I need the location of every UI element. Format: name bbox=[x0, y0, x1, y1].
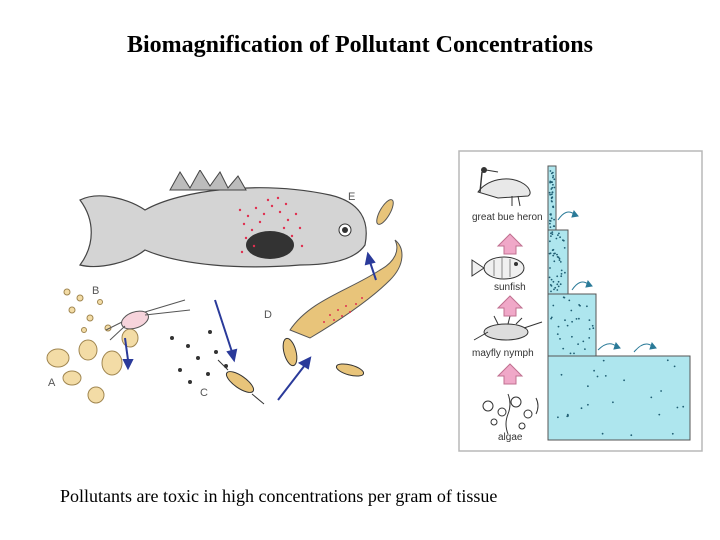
slide-caption: Pollutants are toxic in high concentrations per gram of tissue bbox=[60, 486, 498, 506]
level-label-algae: algae bbox=[498, 432, 523, 443]
pollutant-dot bbox=[557, 333, 559, 335]
level-label-heron: great bue heron bbox=[472, 212, 543, 223]
pollutant-dot bbox=[552, 233, 554, 235]
pollutant-dot bbox=[571, 321, 573, 323]
pollutant-dot bbox=[553, 187, 555, 189]
large-fish-drawing bbox=[80, 170, 396, 267]
pollutant-dot bbox=[553, 178, 555, 180]
pollutant-dot bbox=[550, 232, 552, 234]
pollutant-dot bbox=[584, 348, 586, 350]
pollutant-dot bbox=[588, 337, 590, 339]
pollutant-dot bbox=[568, 300, 570, 302]
pollutant-dot bbox=[550, 318, 552, 320]
pollutant-dot bbox=[674, 366, 676, 368]
pollutant-dot bbox=[586, 305, 588, 307]
pollutant-dot bbox=[559, 259, 561, 261]
pollutant-dot bbox=[549, 240, 551, 242]
pollutant-dot bbox=[602, 433, 604, 435]
pollutant-dot bbox=[558, 281, 560, 283]
level-label-mayfly: mayfly nymph bbox=[472, 348, 534, 359]
pollutant-dot bbox=[550, 252, 552, 254]
pollutant-dot bbox=[570, 353, 572, 355]
pollutant-dot bbox=[558, 256, 560, 258]
biomagnification-pyramid bbox=[458, 150, 703, 452]
pollutant-dot bbox=[589, 319, 591, 321]
pollutant-dot bbox=[561, 273, 563, 275]
pollutant-dot bbox=[589, 328, 591, 330]
pollutant-dot bbox=[564, 272, 566, 274]
mayfly-nymph-drawing bbox=[218, 337, 365, 404]
pollutant-dot bbox=[573, 353, 575, 355]
pollutant-dot bbox=[560, 261, 562, 263]
pollutant-dot bbox=[551, 194, 553, 196]
food-web-illustration bbox=[40, 170, 420, 430]
pollutant-dot bbox=[677, 407, 679, 409]
pollutant-dot bbox=[582, 341, 584, 343]
pollutant-dot bbox=[605, 375, 607, 377]
pollutant-dot bbox=[554, 287, 556, 289]
pollutant-dot bbox=[550, 181, 552, 183]
pollutant-dot bbox=[550, 213, 552, 215]
pollutant-dot bbox=[658, 414, 660, 416]
pollutant-dot bbox=[550, 170, 552, 172]
pollutant-dot bbox=[552, 255, 554, 257]
pollutant-dot bbox=[597, 376, 599, 378]
pollutant-dot bbox=[551, 285, 553, 287]
pollutant-dot bbox=[579, 305, 581, 307]
pollutant-dot bbox=[551, 279, 553, 281]
flow-arrows bbox=[124, 254, 376, 400]
pollutant-dot bbox=[550, 220, 552, 222]
pollutant-dot bbox=[559, 338, 561, 340]
slide-title: Biomagnification of Pollutant Concentrations bbox=[127, 32, 593, 58]
pollutant-dot bbox=[558, 286, 560, 288]
pollutant-dot bbox=[552, 177, 554, 179]
pollutant-dot bbox=[552, 191, 554, 193]
pollutant-dot bbox=[549, 277, 551, 279]
pollutant-dot bbox=[556, 275, 558, 277]
pollutant-dot bbox=[556, 289, 558, 291]
pollutant-dot bbox=[553, 219, 555, 221]
pollutant-dot bbox=[567, 414, 569, 416]
pollutant-dot bbox=[672, 433, 674, 435]
pollutant-dot bbox=[556, 238, 558, 240]
pollutant-dot bbox=[551, 231, 553, 233]
pollutant-dot bbox=[623, 379, 625, 381]
pollutant-dot bbox=[564, 319, 566, 321]
pollutant-dot bbox=[553, 289, 555, 291]
pollutant-dot bbox=[592, 327, 594, 329]
pollutant-dot bbox=[667, 359, 669, 361]
pollutant-dot bbox=[549, 223, 551, 225]
pollutant-dot bbox=[577, 343, 579, 345]
stage-letter-b: B bbox=[92, 285, 100, 297]
algae-cells bbox=[47, 289, 138, 403]
level-label-sunfish: sunfish bbox=[494, 282, 526, 293]
pollutant-dot bbox=[552, 206, 554, 208]
stage-letter-c: C bbox=[200, 387, 208, 399]
stage-letter-a: A bbox=[48, 377, 56, 389]
pollutant-dot bbox=[560, 275, 562, 277]
zooplankton bbox=[106, 300, 190, 340]
pollutant-dot bbox=[603, 360, 605, 362]
pollutant-dot bbox=[556, 254, 558, 256]
pollutant-dot bbox=[592, 325, 594, 327]
pollutant-dot bbox=[558, 233, 560, 235]
stage-letter-e: E bbox=[348, 191, 356, 203]
pollutant-dot bbox=[553, 253, 555, 255]
pollutant-dot bbox=[581, 407, 583, 409]
pollutant-dot bbox=[552, 184, 554, 186]
pollutant-dot bbox=[561, 270, 563, 272]
pollutant-dot bbox=[550, 291, 552, 293]
stage-letter-d: D bbox=[264, 309, 272, 321]
pollutant-dot bbox=[564, 247, 566, 249]
pollutant-dot bbox=[557, 234, 559, 236]
pollutant-dot bbox=[549, 192, 551, 194]
pollutant-dot bbox=[682, 406, 684, 408]
pollutant-dot bbox=[560, 283, 562, 285]
pollutant-dot bbox=[567, 325, 569, 327]
pollutant-dot bbox=[553, 225, 555, 227]
pollutant-dot bbox=[556, 283, 558, 285]
pollutant-dot bbox=[593, 370, 595, 372]
pollutant-dot bbox=[587, 404, 589, 406]
pollutant-dot bbox=[564, 297, 566, 299]
pollutant-dot bbox=[559, 236, 561, 238]
pollutant-dot bbox=[570, 310, 572, 312]
pollutant-dot bbox=[551, 200, 553, 202]
pollutant-dot bbox=[576, 318, 578, 320]
pollutant-dot bbox=[558, 326, 560, 328]
pollutant-dot bbox=[578, 318, 580, 320]
small-insects bbox=[170, 330, 228, 384]
pollutant-dot bbox=[561, 374, 563, 376]
pollutant-dot bbox=[587, 385, 589, 387]
pollutant-dot bbox=[551, 197, 553, 199]
pollutant-dot bbox=[630, 434, 632, 436]
pollutant-dot bbox=[549, 194, 551, 196]
pollutant-dot bbox=[550, 235, 552, 237]
pollutant-dot bbox=[562, 348, 564, 350]
pollutant-dot bbox=[552, 305, 554, 307]
pollutant-dot bbox=[552, 249, 554, 251]
pollutant-dot bbox=[552, 175, 554, 177]
pollutant-dot bbox=[550, 226, 552, 228]
pollutant-dot bbox=[571, 336, 573, 338]
pollutant-dot bbox=[557, 416, 559, 418]
pollutant-dot bbox=[650, 397, 652, 399]
pollutant-dot bbox=[553, 281, 555, 283]
pollutant-dot bbox=[551, 217, 553, 219]
pollutant-dot bbox=[549, 267, 551, 269]
pollutant-dot bbox=[562, 239, 564, 241]
pollutant-dot bbox=[612, 401, 614, 403]
pollutant-dot bbox=[660, 390, 662, 392]
pollutant-dot bbox=[550, 188, 552, 190]
pollutant-dot bbox=[551, 173, 553, 175]
pollutant-dot bbox=[553, 260, 555, 262]
